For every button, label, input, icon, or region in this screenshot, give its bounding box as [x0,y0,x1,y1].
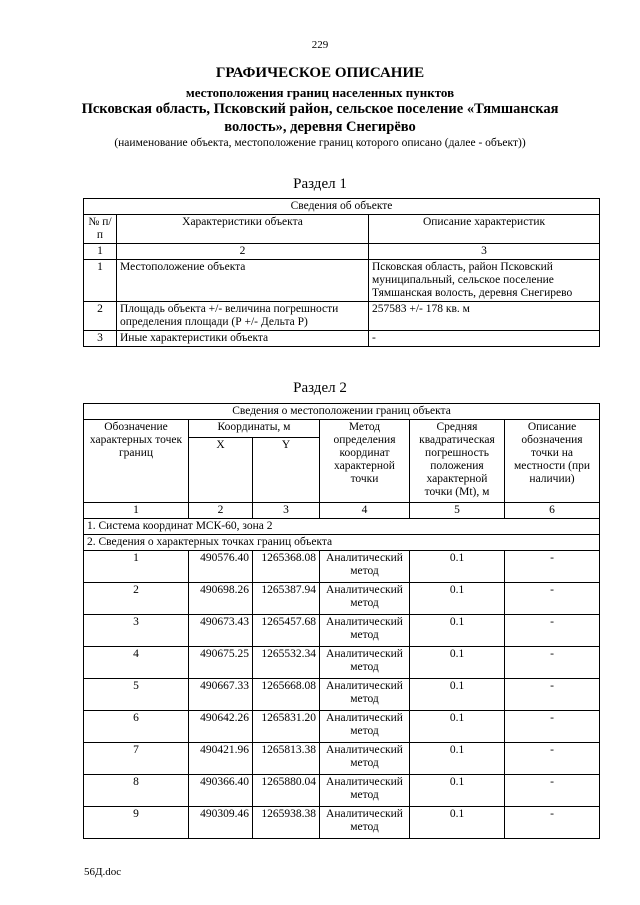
object-info-table [83,198,600,347]
footer-filename: 56Д.doc [84,866,122,878]
col-number: 2 [117,244,369,260]
point-y: 1265387.94 [253,583,320,615]
point-accuracy: 0.1 [410,743,505,775]
point-x: 490667.33 [189,679,253,711]
point-accuracy: 0.1 [410,711,505,743]
row-description: 257583 +/- 178 кв. м [369,302,600,331]
point-x: 490366.40 [189,775,253,807]
point-method: Аналитический метод [320,743,410,775]
point-method: Аналитический метод [320,583,410,615]
table-row [84,807,600,839]
table-row [84,775,600,807]
point-id: 1 [84,551,189,583]
row-num: 2 [84,302,117,331]
point-accuracy: 0.1 [410,775,505,807]
point-method: Аналитический метод [320,807,410,839]
point-id: 7 [84,743,189,775]
table-row [84,331,600,347]
point-method: Аналитический метод [320,775,410,807]
point-x: 490309.46 [189,807,253,839]
table-row [84,679,600,711]
row-description: - [369,331,600,347]
point-x: 490675.25 [189,647,253,679]
point-method: Аналитический метод [320,647,410,679]
col-number: 3 [369,244,600,260]
col-number: 6 [505,503,600,519]
point-y: 1265532.34 [253,647,320,679]
point-accuracy: 0.1 [410,583,505,615]
header-description: Описание характеристик [369,215,600,244]
point-x: 490576.40 [189,551,253,583]
point-y: 1265938.38 [253,807,320,839]
point-marking: - [505,583,600,615]
document-title-line3: Псковская область, Псковский район, сельское поселение «Тямшанская [81,101,559,117]
table-row [84,583,600,615]
header-accuracy: Средняя квадратическая погрешность положения характерной точки (Mt), м [410,420,505,503]
row-description: Псковская область, район Псковский муниципальный, сельское поселение Тямшанская волость, деревня Снегирево [369,260,600,302]
row-num: 3 [84,331,117,347]
header-designation: Обозначение характерных точек границ [84,420,189,503]
document-subtitle: (наименование объекта, местоположение границ которого описано (далее - объект)) [114,137,526,149]
header-x: X [189,438,253,503]
document-title-line2: местоположения границ населенных пунктов [185,85,455,100]
table-caption: Сведения о местоположении границ объекта [84,404,600,420]
document-title-line4: волость», деревня Снегирёво [224,119,416,135]
table-caption: Сведения об объекте [84,199,600,215]
point-id: 8 [84,775,189,807]
point-id: 6 [84,711,189,743]
point-marking: - [505,743,600,775]
point-id: 2 [84,583,189,615]
point-accuracy: 0.1 [410,615,505,647]
point-y: 1265880.04 [253,775,320,807]
header-num: № п/п [84,215,117,244]
point-marking: - [505,647,600,679]
col-number: 3 [253,503,320,519]
point-y: 1265668.08 [253,679,320,711]
point-x: 490421.96 [189,743,253,775]
document-title: ГРАФИЧЕСКОЕ ОПИСАНИЕ [215,65,425,81]
point-method: Аналитический метод [320,679,410,711]
point-y: 1265831.20 [253,711,320,743]
header-marking: Описание обозначения точки на местности (при наличии) [505,420,600,503]
point-x: 490642.26 [189,711,253,743]
col-number: 2 [189,503,253,519]
table-row [84,647,600,679]
point-x: 490673.43 [189,615,253,647]
point-marking: - [505,775,600,807]
point-accuracy: 0.1 [410,807,505,839]
header-method: Метод определения координат характерной точки [320,420,410,503]
point-id: 5 [84,679,189,711]
col-number: 1 [84,244,117,260]
point-method: Аналитический метод [320,551,410,583]
table-row [84,551,600,583]
point-marking: - [505,807,600,839]
col-number: 1 [84,503,189,519]
coord-system: 1. Система координат МСК-60, зона 2 [84,519,600,535]
point-accuracy: 0.1 [410,551,505,583]
point-id: 3 [84,615,189,647]
point-y: 1265368.08 [253,551,320,583]
page-number: 229 [311,39,329,51]
boundary-points-table [83,403,600,839]
table-row [84,302,600,331]
point-id: 9 [84,807,189,839]
row-characteristic: Площадь объекта +/- величина погрешности определения площади (Р +/- Дельта Р) [117,302,369,331]
header-coords: Координаты, м [189,420,320,438]
point-marking: - [505,551,600,583]
row-characteristic: Иные характеристики объекта [117,331,369,347]
table-row [84,260,600,302]
point-marking: - [505,711,600,743]
section2-title: Раздел 2 [293,380,347,396]
row-num: 1 [84,260,117,302]
header-y: Y [253,438,320,503]
point-y: 1265813.38 [253,743,320,775]
section1-title: Раздел 1 [293,176,347,192]
row-characteristic: Местоположение объекта [117,260,369,302]
col-number: 4 [320,503,410,519]
table-row [84,711,600,743]
point-accuracy: 0.1 [410,679,505,711]
point-marking: - [505,615,600,647]
point-y: 1265457.68 [253,615,320,647]
col-number: 5 [410,503,505,519]
point-marking: - [505,679,600,711]
header-characteristics: Характеристики объекта [117,215,369,244]
point-x: 490698.26 [189,583,253,615]
point-method: Аналитический метод [320,711,410,743]
point-accuracy: 0.1 [410,647,505,679]
points-caption: 2. Сведения о характерных точках границ объекта [84,535,600,551]
table-row [84,743,600,775]
point-method: Аналитический метод [320,615,410,647]
point-id: 4 [84,647,189,679]
table-row [84,615,600,647]
